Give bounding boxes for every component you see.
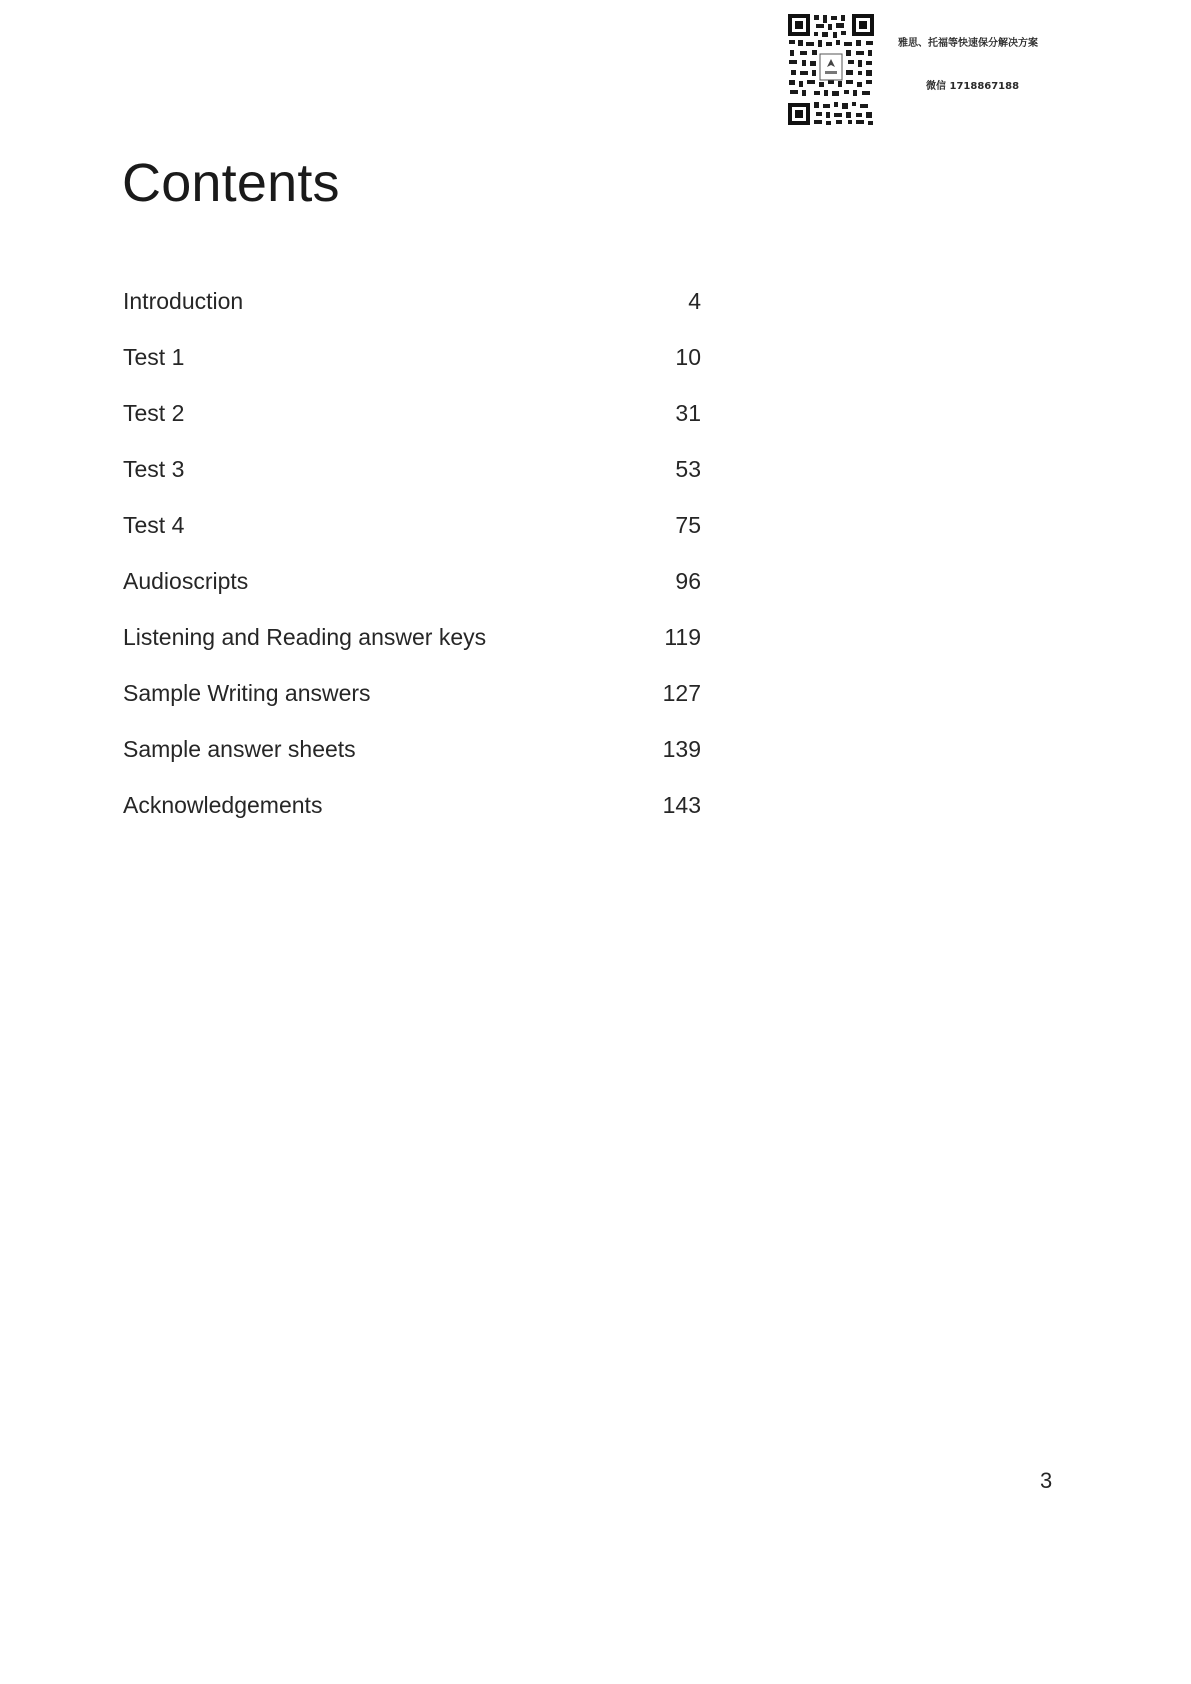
- toc-item-label: Test 2: [123, 400, 185, 426]
- toc-item-page: 75: [675, 512, 701, 538]
- toc-item-page: 96: [675, 568, 701, 594]
- toc-item-page: 127: [662, 680, 701, 706]
- page-title: Contents: [122, 153, 340, 213]
- toc-item-page: 31: [675, 400, 701, 426]
- toc-item-audioscripts[interactable]: [123, 568, 701, 624]
- promo-caption: [898, 34, 1078, 92]
- toc-item-page: 139: [662, 736, 701, 762]
- toc-item-page: 119: [664, 624, 701, 650]
- toc-item-test-2[interactable]: [123, 400, 701, 456]
- toc-item-label: Introduction: [123, 288, 244, 314]
- toc-item-label: Listening and Reading answer keys: [123, 624, 487, 650]
- page-number: 3: [1040, 1468, 1053, 1493]
- toc-item-label: Audioscripts: [123, 568, 249, 594]
- toc-item-answer-keys[interactable]: [123, 624, 701, 680]
- toc-item-introduction[interactable]: [123, 288, 701, 344]
- toc-item-label: Test 4: [123, 512, 185, 538]
- toc-item-page: 10: [675, 344, 701, 370]
- toc-item-page: 53: [675, 456, 701, 482]
- toc-item-acknowledgements[interactable]: [123, 792, 701, 848]
- toc-item-label: Test 1: [123, 344, 185, 370]
- header-promo: [786, 12, 1086, 130]
- toc-item-test-4[interactable]: [123, 512, 701, 568]
- toc-item-test-3[interactable]: [123, 456, 701, 512]
- table-of-contents: [123, 288, 701, 848]
- toc-item-sample-answer-sheets[interactable]: [123, 736, 701, 792]
- toc-item-label: Sample Writing answers: [123, 680, 371, 706]
- qr-code-icon[interactable]: [786, 12, 876, 127]
- promo-tagline: 雅思、托福等快速保分解决方案: [898, 38, 1038, 49]
- toc-item-label: Sample answer sheets: [123, 736, 356, 762]
- toc-item-test-1[interactable]: [123, 344, 701, 400]
- toc-item-page: 4: [688, 288, 701, 314]
- toc-item-label: Acknowledgements: [123, 792, 323, 818]
- promo-wechat-id: 微信 1718867188: [926, 81, 1020, 92]
- toc-item-sample-writing-answers[interactable]: [123, 680, 701, 736]
- toc-item-label: Test 3: [123, 456, 185, 482]
- toc-item-page: 143: [662, 792, 701, 818]
